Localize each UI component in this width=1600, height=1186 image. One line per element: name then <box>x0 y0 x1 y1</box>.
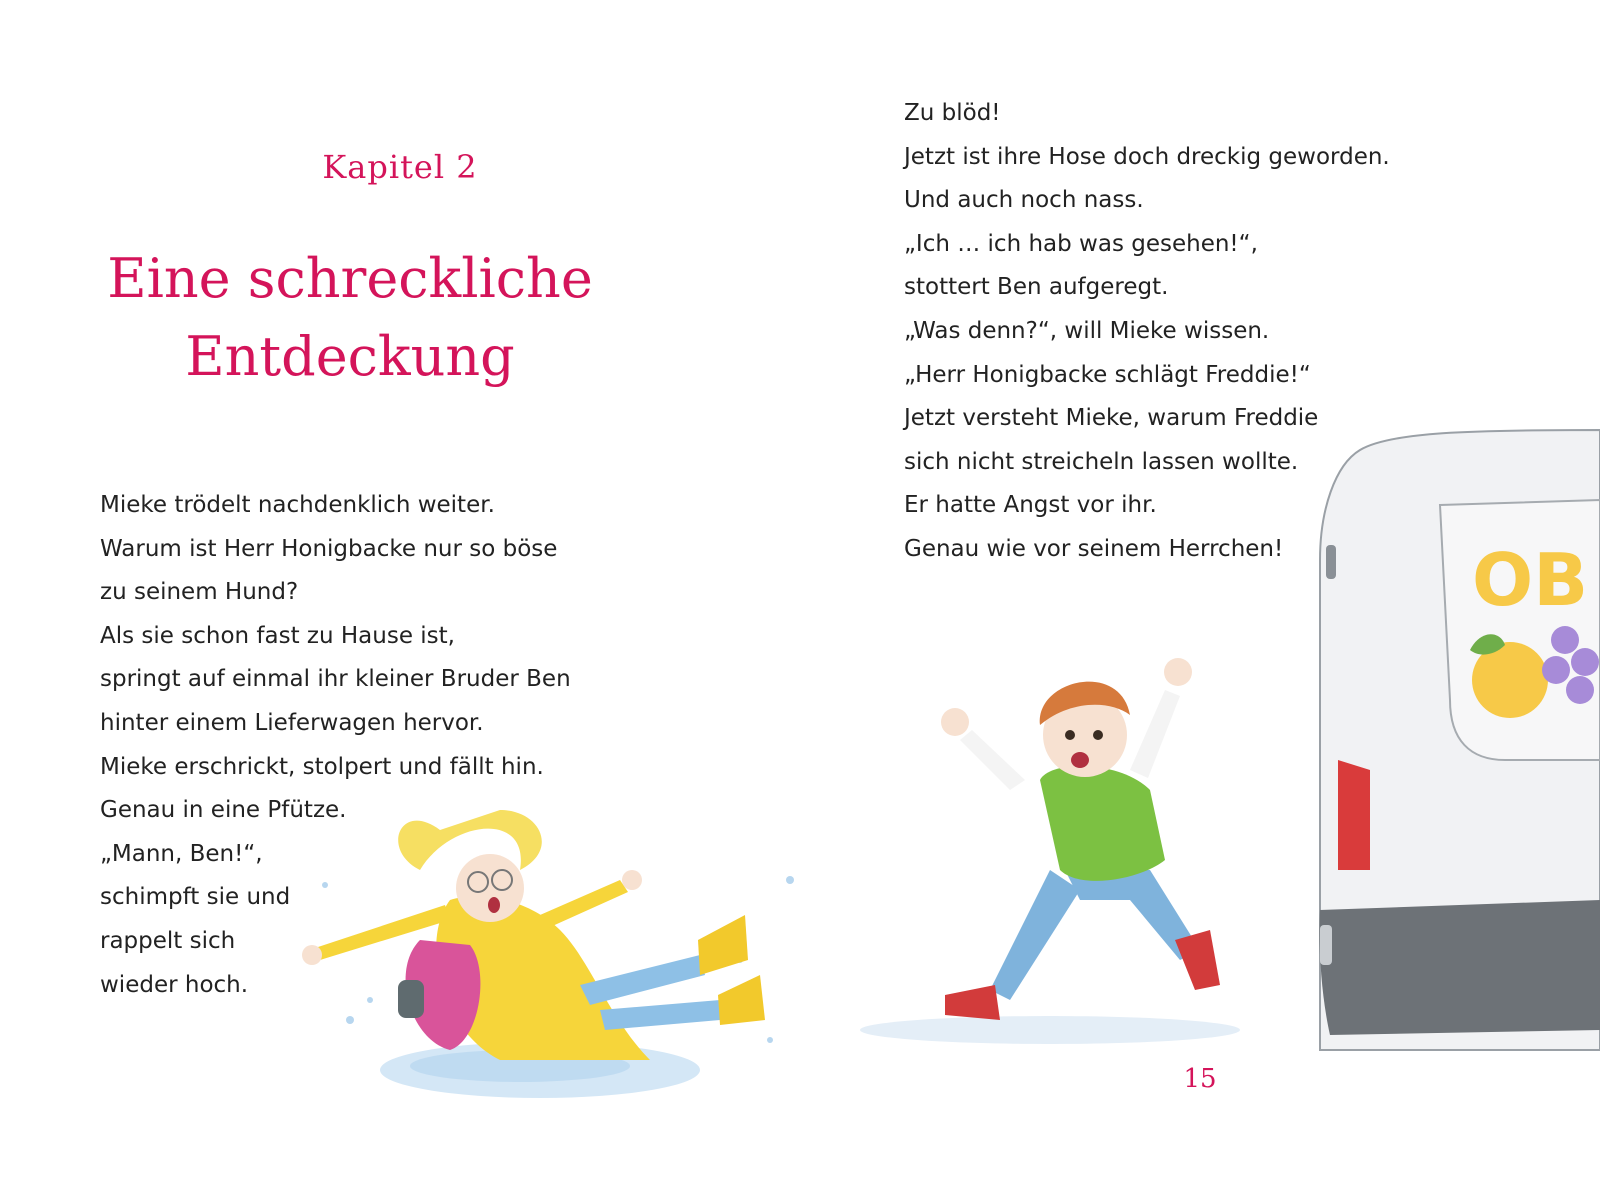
body-line: Und auch noch nass. <box>904 187 1144 214</box>
body-line: Er hatte Angst vor ihr. <box>904 492 1157 519</box>
page-number: 15 <box>1183 1064 1217 1094</box>
body-line: Jetzt ist ihre Hose doch dreckig geworden. <box>904 143 1390 170</box>
body-line: Genau wie vor seinem Herrchen! <box>904 535 1284 562</box>
boy-running-icon <box>860 658 1240 1044</box>
body-line: zu seinem Hund? <box>100 579 299 606</box>
body-line: „Herr Honigbacke schlägt Freddie!“ <box>904 361 1311 388</box>
body-line: wieder hoch. <box>100 971 249 998</box>
body-line: Genau in eine Pfütze. <box>100 797 347 824</box>
body-line: „Was denn?“, will Mieke wissen. <box>904 317 1270 344</box>
van-sign-text: OB <box>1472 538 1589 622</box>
body-line: Als sie schon fast zu Hause ist, <box>100 622 455 649</box>
body-line: sich nicht streicheln lassen wollte. <box>904 448 1299 475</box>
van-sign <box>1470 535 1600 625</box>
chapter-label: Kapitel 2 <box>322 148 478 186</box>
body-line: hinter einem Lieferwagen hervor. <box>100 709 484 736</box>
body-line: schimpft sie und <box>100 884 291 911</box>
body-line: Jetzt versteht Mieke, warum Freddie <box>904 405 1319 432</box>
body-line: springt auf einmal ihr kleiner Bruder Ben <box>100 666 571 693</box>
body-line: Warum ist Herr Honigbacke nur so böse <box>100 535 558 562</box>
body-line: „Mann, Ben!“, <box>100 840 263 867</box>
chapter-title-line: Eine schreckliche <box>107 247 593 310</box>
chapter-title <box>100 240 600 396</box>
body-line: stottert Ben aufgeregt. <box>904 274 1169 301</box>
body-line: Zu blöd! <box>904 100 1001 126</box>
body-line: rappelt sich <box>100 927 236 954</box>
chapter-title-line: Entdeckung <box>185 325 515 388</box>
right-page-body <box>904 92 1390 572</box>
left-page-body <box>100 484 571 1007</box>
body-line: „Ich … ich hab was gesehen!“, <box>904 230 1258 257</box>
body-line: Mieke erschrickt, stolpert und fällt hin. <box>100 753 544 780</box>
body-line: Mieke trödelt nachdenklich weiter. <box>100 492 495 518</box>
